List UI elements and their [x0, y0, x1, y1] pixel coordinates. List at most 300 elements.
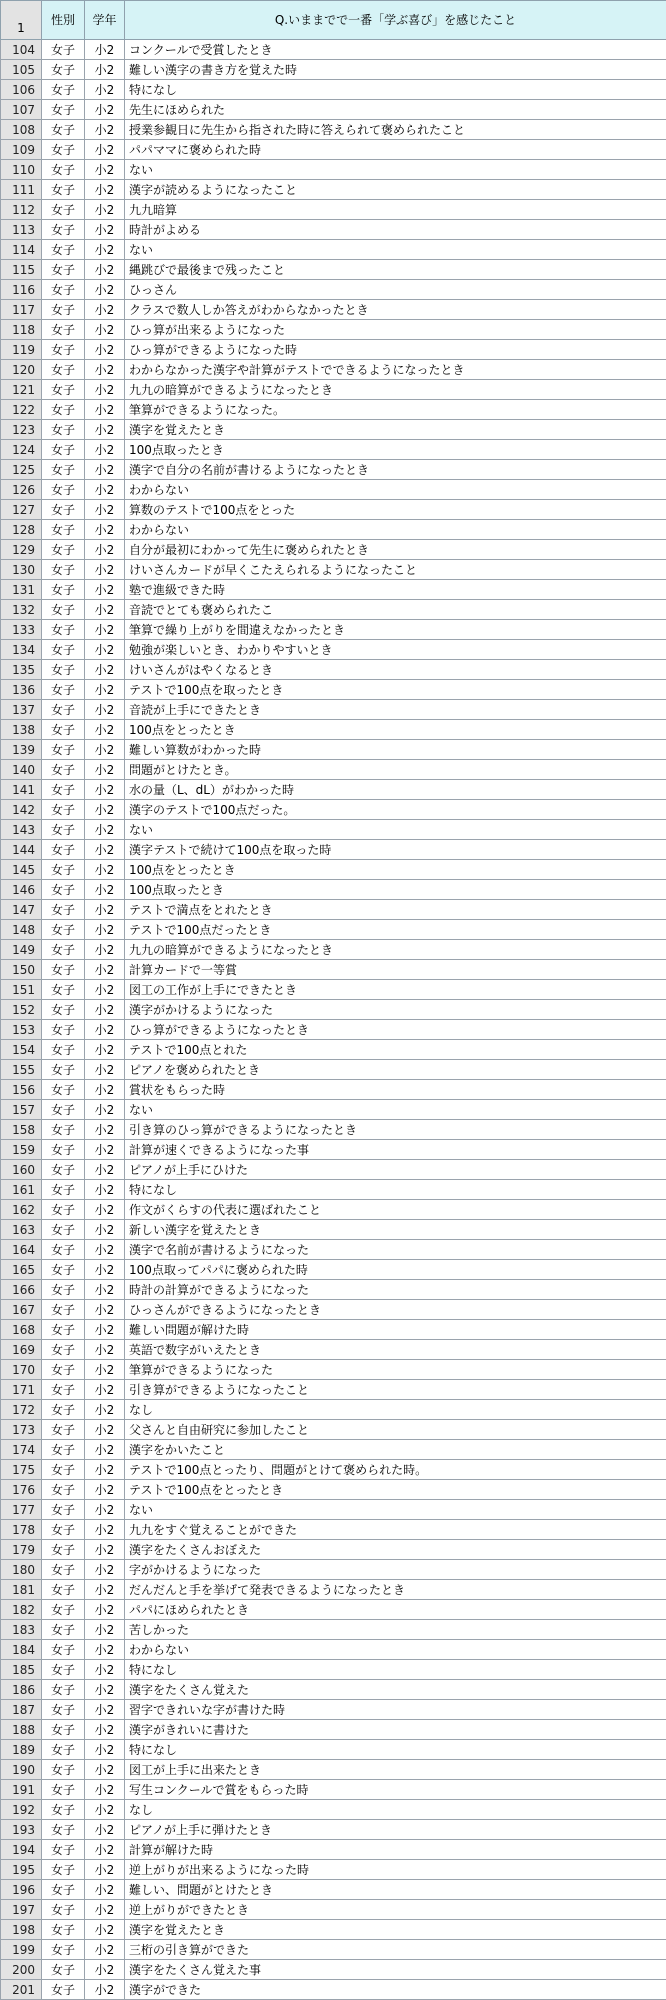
table-row[interactable] [1, 1120, 666, 1140]
table-row[interactable] [1, 1420, 666, 1440]
row-number-cell[interactable]: 113 [1, 220, 42, 240]
row-number-cell[interactable]: 169 [1, 1340, 42, 1360]
grade-cell[interactable]: 小2 [85, 620, 125, 640]
row-number-cell[interactable]: 192 [1, 1800, 42, 1820]
row-number-cell[interactable]: 128 [1, 520, 42, 540]
row-number-cell[interactable]: 121 [1, 380, 42, 400]
grade-cell[interactable]: 小2 [85, 40, 125, 60]
answer-cell[interactable]: テストで100点とったり、問題がとけて褒められた時。 [125, 1460, 666, 1480]
row-number-cell[interactable]: 161 [1, 1180, 42, 1200]
grade-cell[interactable]: 小2 [85, 1780, 125, 1800]
grade-cell[interactable]: 小2 [85, 1420, 125, 1440]
grade-cell[interactable]: 小2 [85, 500, 125, 520]
grade-cell[interactable]: 小2 [85, 1620, 125, 1640]
table-row[interactable] [1, 1940, 666, 1960]
row-number-cell[interactable]: 174 [1, 1440, 42, 1460]
gender-cell[interactable]: 女子 [42, 1800, 85, 1820]
row-number-cell[interactable]: 145 [1, 860, 42, 880]
gender-cell[interactable]: 女子 [42, 1040, 85, 1060]
table-row[interactable] [1, 980, 666, 1000]
gender-cell[interactable]: 女子 [42, 980, 85, 1000]
table-row[interactable] [1, 700, 666, 720]
answer-cell[interactable]: パパママに褒められた時 [125, 140, 666, 160]
row-number-cell[interactable]: 199 [1, 1940, 42, 1960]
grade-cell[interactable]: 小2 [85, 1080, 125, 1100]
gender-cell[interactable]: 女子 [42, 380, 85, 400]
table-row[interactable] [1, 720, 666, 740]
grade-cell[interactable]: 小2 [85, 1260, 125, 1280]
answer-cell[interactable]: 図工の工作が上手にできたとき [125, 980, 666, 1000]
answer-cell[interactable]: 計算が解けた時 [125, 1840, 666, 1860]
table-row[interactable] [1, 1260, 666, 1280]
answer-cell[interactable]: 漢字が読めるようになったこと [125, 180, 666, 200]
grade-cell[interactable]: 小2 [85, 300, 125, 320]
row-number-cell[interactable]: 156 [1, 1080, 42, 1100]
row-number-cell[interactable]: 115 [1, 260, 42, 280]
row-number-cell[interactable]: 172 [1, 1400, 42, 1420]
table-row[interactable] [1, 920, 666, 940]
answer-cell[interactable]: 算数のテストで100点をとった [125, 500, 666, 520]
row-number-cell[interactable]: 114 [1, 240, 42, 260]
row-number-cell[interactable]: 166 [1, 1280, 42, 1300]
grade-cell[interactable]: 小2 [85, 100, 125, 120]
gender-cell[interactable]: 女子 [42, 1420, 85, 1440]
answer-cell[interactable]: 漢字をたくさん覚えた事 [125, 1960, 666, 1980]
answer-cell[interactable]: 特になし [125, 80, 666, 100]
grade-cell[interactable]: 小2 [85, 1580, 125, 1600]
row-number-cell[interactable]: 159 [1, 1140, 42, 1160]
row-number-cell[interactable]: 137 [1, 700, 42, 720]
table-row[interactable] [1, 1020, 666, 1040]
gender-cell[interactable]: 女子 [42, 1440, 85, 1460]
answer-cell[interactable]: 計算が速くできるようになった事 [125, 1140, 666, 1160]
gender-cell[interactable]: 女子 [42, 940, 85, 960]
row-number-cell[interactable]: 167 [1, 1300, 42, 1320]
table-row[interactable] [1, 400, 666, 420]
gender-cell[interactable]: 女子 [42, 40, 85, 60]
row-number-cell[interactable]: 104 [1, 40, 42, 60]
gender-cell[interactable]: 女子 [42, 1760, 85, 1780]
answer-cell[interactable]: ひっ算ができるようになったとき [125, 1020, 666, 1040]
grade-cell[interactable]: 小2 [85, 460, 125, 480]
grade-cell[interactable]: 小2 [85, 1760, 125, 1780]
answer-cell[interactable]: けいさんカードが早くこたえられるようになったこと [125, 560, 666, 580]
grade-cell[interactable]: 小2 [85, 820, 125, 840]
grade-cell[interactable]: 小2 [85, 80, 125, 100]
row-number-cell[interactable]: 196 [1, 1880, 42, 1900]
gender-cell[interactable]: 女子 [42, 1840, 85, 1860]
grade-cell[interactable]: 小2 [85, 1360, 125, 1380]
answer-cell[interactable]: テストで100点をとったとき [125, 1480, 666, 1500]
table-row[interactable] [1, 340, 666, 360]
answer-cell[interactable]: 引き算ができるようになったこと [125, 1380, 666, 1400]
answer-cell[interactable]: 九九暗算 [125, 200, 666, 220]
answer-cell[interactable]: 英語で数字がいえたとき [125, 1340, 666, 1360]
gender-cell[interactable]: 女子 [42, 1860, 85, 1880]
table-row[interactable] [1, 1400, 666, 1420]
row-number-cell[interactable]: 146 [1, 880, 42, 900]
answer-cell[interactable]: コンクールで受賞したとき [125, 40, 666, 60]
grade-cell[interactable]: 小2 [85, 1980, 125, 2000]
grade-cell[interactable]: 小2 [85, 1120, 125, 1140]
table-row[interactable] [1, 300, 666, 320]
table-row[interactable] [1, 1520, 666, 1540]
answer-cell[interactable]: 逆上がりが出来るようになった時 [125, 1860, 666, 1880]
row-number-cell[interactable]: 129 [1, 540, 42, 560]
gender-cell[interactable]: 女子 [42, 1220, 85, 1240]
answer-cell[interactable]: なし [125, 1400, 666, 1420]
grade-cell[interactable]: 小2 [85, 120, 125, 140]
table-row[interactable] [1, 1740, 666, 1760]
row-number-cell[interactable]: 132 [1, 600, 42, 620]
table-row[interactable] [1, 1480, 666, 1500]
table-row[interactable] [1, 840, 666, 860]
answer-cell[interactable]: ない [125, 1500, 666, 1520]
gender-cell[interactable]: 女子 [42, 1620, 85, 1640]
answer-cell[interactable]: 引き算のひっ算ができるようになったとき [125, 1120, 666, 1140]
row-number-cell[interactable]: 173 [1, 1420, 42, 1440]
gender-cell[interactable]: 女子 [42, 800, 85, 820]
gender-cell[interactable]: 女子 [42, 1460, 85, 1480]
table-row[interactable] [1, 380, 666, 400]
answer-cell[interactable]: なし [125, 1800, 666, 1820]
grade-cell[interactable]: 小2 [85, 1900, 125, 1920]
answer-cell[interactable]: 漢字テストで続けて100点を取った時 [125, 840, 666, 860]
table-row[interactable] [1, 1300, 666, 1320]
row-number-cell[interactable]: 201 [1, 1980, 42, 2000]
grade-cell[interactable]: 小2 [85, 60, 125, 80]
gender-cell[interactable]: 女子 [42, 700, 85, 720]
answer-cell[interactable]: 100点取ってパパに褒められた時 [125, 1260, 666, 1280]
table-row[interactable] [1, 60, 666, 80]
gender-cell[interactable]: 女子 [42, 1820, 85, 1840]
gender-cell[interactable]: 女子 [42, 1120, 85, 1140]
gender-cell[interactable]: 女子 [42, 1340, 85, 1360]
answer-cell[interactable]: 縄跳びで最後まで残ったこと [125, 260, 666, 280]
grade-cell[interactable]: 小2 [85, 600, 125, 620]
grade-cell[interactable]: 小2 [85, 1140, 125, 1160]
grade-cell[interactable]: 小2 [85, 1240, 125, 1260]
gender-cell[interactable]: 女子 [42, 320, 85, 340]
row-number-cell[interactable]: 126 [1, 480, 42, 500]
grade-cell[interactable]: 小2 [85, 1100, 125, 1120]
grade-cell[interactable]: 小2 [85, 420, 125, 440]
gender-cell[interactable]: 女子 [42, 740, 85, 760]
answer-cell[interactable]: ピアノを褒められたとき [125, 1060, 666, 1080]
answer-cell[interactable]: 漢字のテストで100点だった。 [125, 800, 666, 820]
answer-cell[interactable]: テストで満点をとれたとき [125, 900, 666, 920]
answer-cell[interactable]: 特になし [125, 1660, 666, 1680]
grade-cell[interactable]: 小2 [85, 860, 125, 880]
table-row[interactable] [1, 1200, 666, 1220]
row-number-cell[interactable]: 109 [1, 140, 42, 160]
row-number-cell[interactable]: 112 [1, 200, 42, 220]
answer-cell[interactable]: 漢字をかいたこと [125, 1440, 666, 1460]
grade-cell[interactable]: 小2 [85, 1280, 125, 1300]
grade-cell[interactable]: 小2 [85, 1520, 125, 1540]
answer-cell[interactable]: 三桁の引き算ができた [125, 1940, 666, 1960]
answer-cell[interactable]: パパにほめられたとき [125, 1600, 666, 1620]
gender-cell[interactable]: 女子 [42, 1400, 85, 1420]
gender-cell[interactable]: 女子 [42, 260, 85, 280]
gender-cell[interactable]: 女子 [42, 1900, 85, 1920]
answer-cell[interactable]: 筆算ができるようになった [125, 1360, 666, 1380]
row-number-cell[interactable]: 105 [1, 60, 42, 80]
row-number-cell[interactable]: 111 [1, 180, 42, 200]
answer-cell[interactable]: 時計がよめる [125, 220, 666, 240]
answer-cell[interactable]: 塾で進級できた時 [125, 580, 666, 600]
grade-cell[interactable]: 小2 [85, 1160, 125, 1180]
answer-cell[interactable]: 漢字をたくさん覚えた [125, 1680, 666, 1700]
table-row[interactable] [1, 1920, 666, 1940]
row-number-cell[interactable]: 168 [1, 1320, 42, 1340]
gender-cell[interactable]: 女子 [42, 820, 85, 840]
table-row[interactable] [1, 560, 666, 580]
grade-cell[interactable]: 小2 [85, 1500, 125, 1520]
gender-cell[interactable]: 女子 [42, 1380, 85, 1400]
answer-cell[interactable]: 音読でとても褒められたこ [125, 600, 666, 620]
table-row[interactable] [1, 440, 666, 460]
grade-cell[interactable]: 小2 [85, 1960, 125, 1980]
grade-cell[interactable]: 小2 [85, 1340, 125, 1360]
answer-cell[interactable]: ピアノが上手にひけた [125, 1160, 666, 1180]
table-row[interactable] [1, 680, 666, 700]
gender-cell[interactable]: 女子 [42, 120, 85, 140]
grade-cell[interactable]: 小2 [85, 440, 125, 460]
gender-cell[interactable]: 女子 [42, 680, 85, 700]
gender-cell[interactable]: 女子 [42, 360, 85, 380]
answer-cell[interactable]: 漢字ができた [125, 1980, 666, 2000]
row-number-cell[interactable]: 110 [1, 160, 42, 180]
answer-cell[interactable]: 100点取ったとき [125, 440, 666, 460]
row-number-cell[interactable]: 116 [1, 280, 42, 300]
answer-cell[interactable]: 賞状をもらった時 [125, 1080, 666, 1100]
grade-cell[interactable]: 小2 [85, 1720, 125, 1740]
grade-cell[interactable]: 小2 [85, 1820, 125, 1840]
table-row[interactable] [1, 500, 666, 520]
table-row[interactable] [1, 1280, 666, 1300]
grade-cell[interactable]: 小2 [85, 180, 125, 200]
column-header-gender[interactable]: 性別 [42, 1, 85, 40]
grade-cell[interactable]: 小2 [85, 1440, 125, 1460]
grade-cell[interactable]: 小2 [85, 760, 125, 780]
answer-cell[interactable]: 写生コンクールで賞をもらった時 [125, 1780, 666, 1800]
answer-cell[interactable]: ひっ算が出来るようになった [125, 320, 666, 340]
grade-cell[interactable]: 小2 [85, 1700, 125, 1720]
grade-cell[interactable]: 小2 [85, 520, 125, 540]
table-row[interactable] [1, 600, 666, 620]
row-number-cell[interactable]: 165 [1, 1260, 42, 1280]
row-number-cell[interactable]: 180 [1, 1560, 42, 1580]
row-number-cell[interactable]: 184 [1, 1640, 42, 1660]
grade-cell[interactable]: 小2 [85, 640, 125, 660]
answer-cell[interactable]: ひっさん [125, 280, 666, 300]
row-number-cell[interactable]: 186 [1, 1680, 42, 1700]
table-row[interactable] [1, 1540, 666, 1560]
gender-cell[interactable]: 女子 [42, 500, 85, 520]
gender-cell[interactable]: 女子 [42, 760, 85, 780]
row-number-cell[interactable]: 163 [1, 1220, 42, 1240]
gender-cell[interactable]: 女子 [42, 1360, 85, 1380]
row-number-cell[interactable]: 148 [1, 920, 42, 940]
row-number-cell[interactable]: 153 [1, 1020, 42, 1040]
grade-cell[interactable]: 小2 [85, 720, 125, 740]
row-number-cell[interactable]: 182 [1, 1600, 42, 1620]
row-number-cell[interactable]: 197 [1, 1900, 42, 1920]
table-row[interactable] [1, 480, 666, 500]
grade-cell[interactable]: 小2 [85, 1920, 125, 1940]
table-row[interactable] [1, 1780, 666, 1800]
row-number-cell[interactable]: 107 [1, 100, 42, 120]
table-row[interactable] [1, 620, 666, 640]
row-number-cell[interactable]: 130 [1, 560, 42, 580]
grade-cell[interactable]: 小2 [85, 1400, 125, 1420]
table-row[interactable] [1, 1440, 666, 1460]
row-number-cell[interactable]: 154 [1, 1040, 42, 1060]
answer-cell[interactable]: 漢字がきれいに書けた [125, 1720, 666, 1740]
answer-cell[interactable]: クラスで数人しか答えがわからなかったとき [125, 300, 666, 320]
row-number-cell[interactable]: 149 [1, 940, 42, 960]
row-number-cell[interactable]: 143 [1, 820, 42, 840]
answer-cell[interactable]: 筆算ができるようになった。 [125, 400, 666, 420]
table-row[interactable] [1, 1980, 666, 2000]
row-number-cell[interactable]: 138 [1, 720, 42, 740]
answer-cell[interactable]: 習字できれいな字が書けた時 [125, 1700, 666, 1720]
grade-cell[interactable]: 小2 [85, 880, 125, 900]
row-number-cell[interactable]: 120 [1, 360, 42, 380]
row-number-cell[interactable]: 171 [1, 1380, 42, 1400]
answer-cell[interactable]: ない [125, 240, 666, 260]
gender-cell[interactable]: 女子 [42, 340, 85, 360]
gender-cell[interactable]: 女子 [42, 1080, 85, 1100]
table-row[interactable] [1, 820, 666, 840]
table-row[interactable] [1, 120, 666, 140]
gender-cell[interactable]: 女子 [42, 1240, 85, 1260]
gender-cell[interactable]: 女子 [42, 1700, 85, 1720]
table-row[interactable] [1, 1040, 666, 1060]
grade-cell[interactable]: 小2 [85, 1600, 125, 1620]
gender-cell[interactable]: 女子 [42, 840, 85, 860]
grade-cell[interactable]: 小2 [85, 1740, 125, 1760]
answer-cell[interactable]: 自分が最初にわかって先生に褒められたとき [125, 540, 666, 560]
grade-cell[interactable]: 小2 [85, 1940, 125, 1960]
row-number-cell[interactable]: 164 [1, 1240, 42, 1260]
grade-cell[interactable]: 小2 [85, 1840, 125, 1860]
answer-cell[interactable]: わからなかった漢字や計算がテストでできるようになったとき [125, 360, 666, 380]
grade-cell[interactable]: 小2 [85, 1300, 125, 1320]
table-row[interactable] [1, 1620, 666, 1640]
row-number-cell[interactable]: 188 [1, 1720, 42, 1740]
gender-cell[interactable]: 女子 [42, 780, 85, 800]
gender-cell[interactable]: 女子 [42, 1480, 85, 1500]
gender-cell[interactable]: 女子 [42, 460, 85, 480]
row-number-cell[interactable]: 158 [1, 1120, 42, 1140]
gender-cell[interactable]: 女子 [42, 720, 85, 740]
table-row[interactable] [1, 1640, 666, 1660]
answer-cell[interactable]: 授業参観日に先生から指された時に答えられて褒められたこと [125, 120, 666, 140]
grade-cell[interactable]: 小2 [85, 1320, 125, 1340]
row-number-cell[interactable]: 160 [1, 1160, 42, 1180]
gender-cell[interactable]: 女子 [42, 1500, 85, 1520]
row-number-cell[interactable]: 175 [1, 1460, 42, 1480]
table-row[interactable] [1, 880, 666, 900]
gender-cell[interactable]: 女子 [42, 1260, 85, 1280]
grade-cell[interactable]: 小2 [85, 960, 125, 980]
grade-cell[interactable]: 小2 [85, 920, 125, 940]
grade-cell[interactable]: 小2 [85, 980, 125, 1000]
gender-cell[interactable]: 女子 [42, 1640, 85, 1660]
answer-cell[interactable]: 作文がくらすの代表に選ばれたこと [125, 1200, 666, 1220]
answer-cell[interactable]: 勉強が楽しいとき、わかりやすいとき [125, 640, 666, 660]
table-row[interactable] [1, 1860, 666, 1880]
row-number-cell[interactable]: 198 [1, 1920, 42, 1940]
grade-cell[interactable]: 小2 [85, 1000, 125, 1020]
gender-cell[interactable]: 女子 [42, 180, 85, 200]
gender-cell[interactable]: 女子 [42, 1100, 85, 1120]
table-row[interactable] [1, 1680, 666, 1700]
gender-cell[interactable]: 女子 [42, 480, 85, 500]
row-number-cell[interactable]: 191 [1, 1780, 42, 1800]
grade-cell[interactable]: 小2 [85, 1180, 125, 1200]
row-number-cell[interactable]: 187 [1, 1700, 42, 1720]
grade-cell[interactable]: 小2 [85, 1380, 125, 1400]
answer-cell[interactable]: けいさんがはやくなるとき [125, 660, 666, 680]
table-row[interactable] [1, 100, 666, 120]
answer-cell[interactable]: 字がかけるようになった [125, 1560, 666, 1580]
table-row[interactable] [1, 540, 666, 560]
gender-cell[interactable]: 女子 [42, 1320, 85, 1340]
table-row[interactable] [1, 1140, 666, 1160]
row-number-cell[interactable]: 178 [1, 1520, 42, 1540]
answer-cell[interactable]: ひっさんができるようになったとき [125, 1300, 666, 1320]
grade-cell[interactable]: 小2 [85, 1880, 125, 1900]
row-number-cell[interactable]: 195 [1, 1860, 42, 1880]
row-number-cell[interactable]: 185 [1, 1660, 42, 1680]
grade-cell[interactable]: 小2 [85, 1640, 125, 1660]
grade-cell[interactable]: 小2 [85, 160, 125, 180]
gender-cell[interactable]: 女子 [42, 420, 85, 440]
table-row[interactable] [1, 1580, 666, 1600]
gender-cell[interactable]: 女子 [42, 280, 85, 300]
row-number-cell[interactable]: 142 [1, 800, 42, 820]
row-number-cell[interactable]: 123 [1, 420, 42, 440]
table-row[interactable] [1, 1880, 666, 1900]
column-header-grade[interactable]: 学年 [85, 1, 125, 40]
gender-cell[interactable]: 女子 [42, 900, 85, 920]
grade-cell[interactable]: 小2 [85, 1660, 125, 1680]
table-row[interactable] [1, 1500, 666, 1520]
grade-cell[interactable]: 小2 [85, 380, 125, 400]
answer-cell[interactable]: 難しい算数がわかった時 [125, 740, 666, 760]
row-number-cell[interactable]: 118 [1, 320, 42, 340]
grade-cell[interactable]: 小2 [85, 940, 125, 960]
gender-cell[interactable]: 女子 [42, 660, 85, 680]
grade-cell[interactable]: 小2 [85, 200, 125, 220]
table-row[interactable] [1, 180, 666, 200]
answer-cell[interactable]: 新しい漢字を覚えたとき [125, 1220, 666, 1240]
row-number-cell[interactable]: 106 [1, 80, 42, 100]
row-number-cell[interactable]: 122 [1, 400, 42, 420]
answer-cell[interactable]: 水の量（L、dL）がわかった時 [125, 780, 666, 800]
gender-cell[interactable]: 女子 [42, 1200, 85, 1220]
table-row[interactable] [1, 1380, 666, 1400]
gender-cell[interactable]: 女子 [42, 200, 85, 220]
table-row[interactable] [1, 660, 666, 680]
answer-cell[interactable]: わからない [125, 480, 666, 500]
answer-cell[interactable]: ない [125, 1100, 666, 1120]
grade-cell[interactable]: 小2 [85, 740, 125, 760]
answer-cell[interactable]: 音読が上手にできたとき [125, 700, 666, 720]
